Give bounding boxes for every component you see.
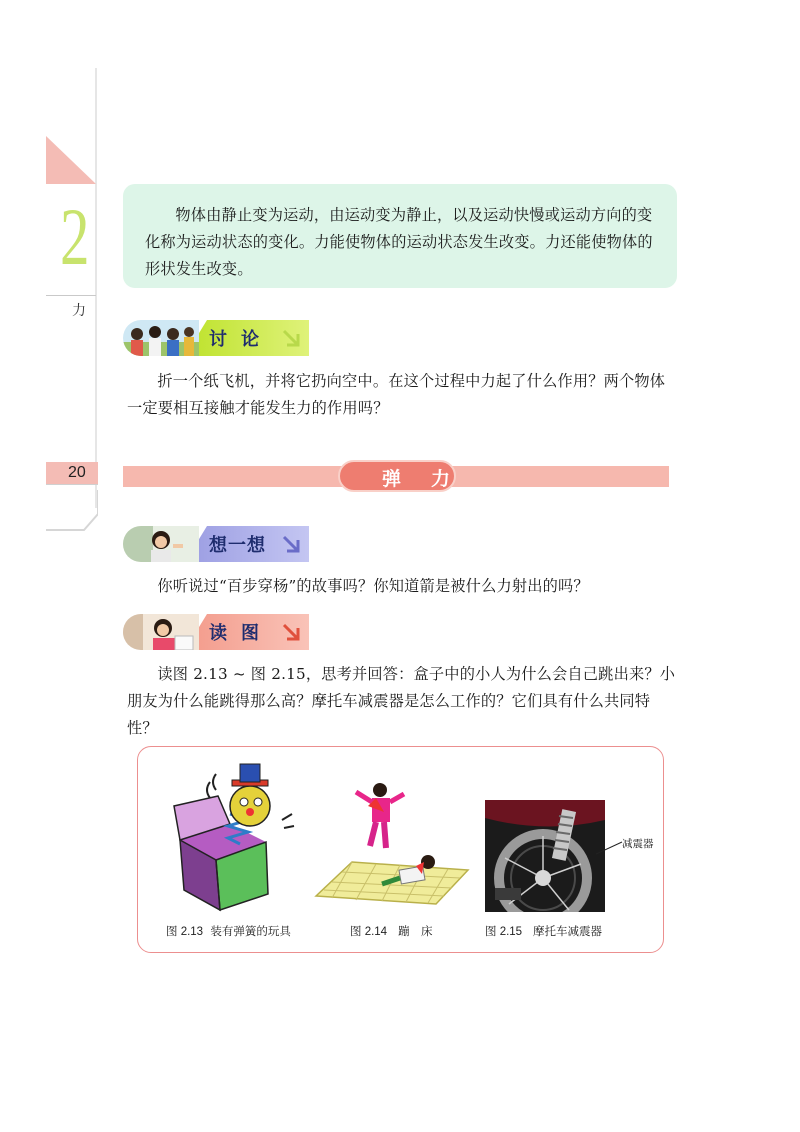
discussion-text: 折一个纸飞机，并将它扔向空中。在这个过程中力起了什么作用？两个物体一定要相互接触才能发生力的作用吗？ bbox=[127, 372, 666, 417]
margin-foot-corner bbox=[46, 490, 98, 532]
discussion-label: 讨论 bbox=[209, 329, 273, 350]
margin-divider bbox=[46, 484, 98, 485]
discussion-header bbox=[123, 320, 309, 356]
students-photo-icon bbox=[123, 320, 199, 356]
trampoline-figure bbox=[312, 780, 472, 910]
figure-caption-text: 摩托车减震器 bbox=[533, 924, 603, 938]
think-label: 想一想 bbox=[209, 535, 266, 556]
girl-thinking-photo-icon bbox=[123, 526, 199, 562]
margin-divider bbox=[46, 295, 96, 296]
figure-number: 图 2.15 bbox=[485, 926, 523, 938]
margin-line bbox=[95, 68, 97, 508]
arrow-icon bbox=[281, 622, 301, 642]
think-text: 你听说过“百步穿杨”的故事吗？你知道箭是被什么力射出的吗？ bbox=[157, 577, 589, 595]
chapter-number: 2 bbox=[60, 191, 90, 282]
read-figure-header bbox=[123, 614, 309, 650]
page-number: 20 bbox=[68, 464, 86, 481]
figure-caption bbox=[166, 923, 291, 939]
figure-caption bbox=[350, 923, 433, 939]
figure-caption-text: 蹦 床 bbox=[398, 924, 433, 938]
figure-number: 图 2.13 bbox=[166, 926, 204, 938]
read-figure-label: 读图 bbox=[209, 623, 273, 644]
girl-reading-photo-icon bbox=[123, 614, 199, 650]
figure-caption-text: 装有弹簧的玩具 bbox=[210, 924, 291, 938]
summary-text: 物体由静止变为运动，由运动变为静止，以及运动快慢或运动方向的变化称为运动状态的变化。力能使物体的运动状态发生改变。力还能使物体的形状发生改变。 bbox=[145, 206, 653, 278]
shock-absorber-callout: 减震器 bbox=[622, 838, 654, 850]
figure-caption bbox=[485, 923, 602, 939]
arrow-icon bbox=[281, 328, 301, 348]
margin-corner-triangle bbox=[46, 136, 96, 184]
arrow-icon bbox=[281, 534, 301, 554]
read-figure-text: 读图 2.13 ~ 图 2.15，思考并回答：盒子中的小人为什么会自己跳出来？小朋友为什么能跳得那么高？摩托车减震器是怎么工作的？它们具有什么共同特性？ bbox=[127, 665, 676, 737]
figure-number: 图 2.14 bbox=[350, 926, 388, 938]
chapter-name: 力 bbox=[72, 303, 86, 319]
motorcycle-shock-absorber-photo bbox=[485, 800, 605, 912]
think-header bbox=[123, 526, 309, 562]
summary-box bbox=[123, 184, 677, 288]
spring-toy-figure bbox=[170, 762, 300, 912]
section-title: 弹力 bbox=[382, 468, 481, 490]
